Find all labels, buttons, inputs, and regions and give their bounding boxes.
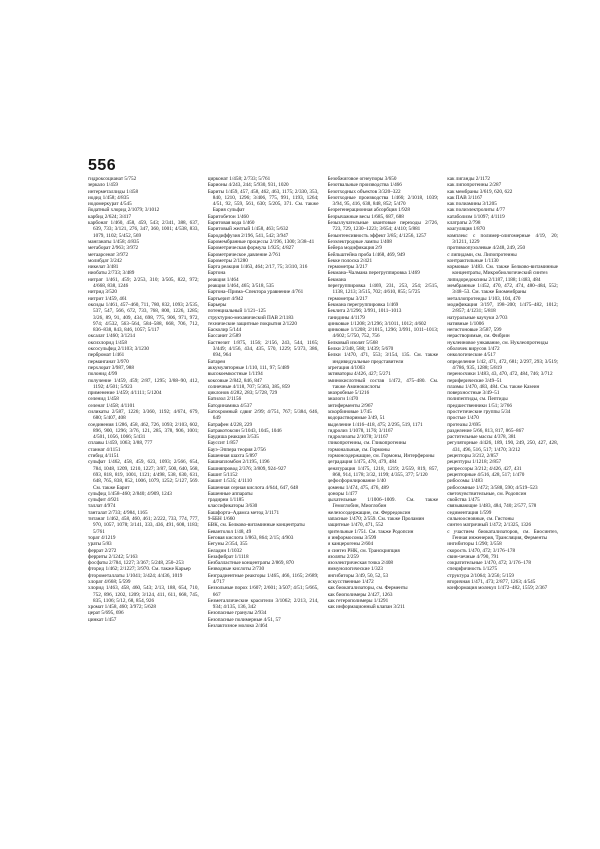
index-entry: высокоемкостные 1/1194: [207, 371, 263, 378]
index-entry: комплекс с полимер-олигомерные 4/19, 20; 3/1211, 1229: [447, 232, 558, 245]
index-entry: селенат 1/458; 4/1101: [88, 402, 135, 409]
index-entry: коксовые 2/842, 846, 847: [207, 377, 262, 384]
index-entry: анаэробные 5/1216: [327, 390, 370, 397]
index-entry: йодатный хлорид 2/1079; 3/1012: [88, 207, 160, 214]
index-entry: хлорат 4/668; 5/599: [88, 579, 131, 585]
index-entry: Белки 1/470, 471, 553; 3/154, 135. См. также индивидуальные представители: [327, 352, 439, 365]
index-entry: натуральные каучуки 2/703: [447, 314, 508, 321]
index-entry: синтез матричный 1/472; 2/1325, 1326: [447, 522, 532, 529]
index-entry: перегруппировка 1/469, 231, 253, 254; 2/515, 1138, 1213; 3/515, 702; 4/610, 855; 5/725: [327, 283, 439, 296]
index-entry: перманганат 3/970: [88, 358, 129, 365]
index-entry: мембранные 1/452, 470, 472, 474, 480–484, 552; 3/48–53. См. также Биомембраны: [447, 283, 558, 296]
index-entry: Башнапломбон 2/1195, 1196: [207, 459, 270, 466]
index-entry: антиферменты 2/967: [327, 402, 374, 409]
index-entry: сульфит 4/921: [88, 497, 120, 504]
index-entry: дыхательные 1/1006–1009. См. также Гемоглобин, Миоглобин: [327, 497, 439, 510]
index-entry: Басколир 5/144: [207, 327, 242, 334]
index-entry: защитные 1/470, 471, 552: [327, 522, 384, 529]
index-entry: Бауэ–Эппера теория 2/756: [207, 446, 266, 453]
index-entry: технические защитные покрытия 2/1220: [207, 320, 297, 327]
index-entry: цинковые 1/1208; 2/1015, 1296; 3/991, 1011–1013; 4/602; 5/750, 752, 756: [327, 327, 439, 340]
index-entry: Баритовый желтый 1/458, 463; 5/632: [207, 226, 289, 233]
index-entry: нитрид 3/520: [88, 289, 118, 296]
index-entry: Безбалластные концентраты 2/869, 870: [207, 560, 294, 567]
index-entry: денатурация 1/475, 1218, 1219; 2/559, 819, 857, 868, 914, 1178; 3/32, 1199; 4/355, 377; 5/120: [327, 465, 439, 478]
index-entry: гормональные, см. Гормоны: [327, 446, 390, 453]
index-entry: коагуляция 1/870: [447, 226, 485, 233]
index-entry: гормонсодержащие, см. Гормоны, Интерфероны: [327, 453, 435, 460]
index-entry: предшественники 1/51; 3/766: [447, 402, 512, 409]
index-entry: водорастворимые 3/49, 51: [327, 415, 385, 422]
index-entry: молибдат 3/242: [88, 257, 122, 264]
index-entry: Бассанит 2/589: [207, 333, 241, 340]
index-entry: феррат 2/272: [88, 547, 117, 554]
index-entry: Баритобетон 1/460: [207, 213, 249, 220]
index-entry: солнечные 4/118, 707; 5/363, 385, 859: [207, 383, 290, 390]
index-entry: как лиганды 2/1172: [447, 176, 491, 182]
index-entry: оксихлорид 1/458: [88, 339, 127, 346]
index-entry: стибид 4/1151: [88, 453, 119, 460]
index-entry: Бародиффузия 2/196, 541, 542; 3/947: [207, 232, 289, 239]
index-entry: дефосфорилирование 1/40: [327, 478, 386, 485]
index-entry: 9-ББН 1/660: [207, 516, 235, 523]
index-entry: рецепторные 4/516, 428, 517; 1/470: [447, 471, 525, 478]
index-entry: Безафибрат 1/1118: [207, 553, 249, 560]
index-entry: аскорбиновые 1/745: [327, 408, 372, 415]
index-entry: и канцерогены 2/604: [327, 541, 374, 548]
index-entry: торат 4/1219: [88, 534, 116, 541]
index-entry: термометры 3/217: [327, 264, 368, 271]
index-entry: нитрит 1/459, 461: [88, 295, 128, 302]
index-entry: свойства 1/475: [447, 497, 480, 504]
index-entry: как биокатализаторы, см. Ферменты: [327, 585, 408, 592]
index-entry: простетические группы 5/34: [447, 408, 511, 415]
index-entry: титанат 1/462, 458, 460, 461; 2/222, 733, 774, 777, 970, 1057, 1078; 3/141, 333, 436, 491, 608, 1183; 5/761: [88, 516, 199, 535]
index-entry: селенид 1/458: [88, 396, 119, 403]
index-entry: кормовые 1/483. См. также Белково-витаминные концентраты, Микробиологический синтез: [447, 264, 558, 277]
index-entry: Беклита 2/1296; 3/991, 1011–1013: [327, 308, 402, 315]
index-entry: цирконат 1/458; 2/733; 5/761: [207, 176, 271, 182]
index-entry: контрактильные 1/1130: [447, 257, 499, 264]
index-entry: искусственные 1/472: [327, 579, 374, 585]
index-entry: сплавы 1/459, 1063; 3/88, 777: [88, 440, 153, 447]
index-entry: рецептуры 1/1218; 2/857: [447, 459, 502, 466]
index-entry: Бейльштейна проба 1/468, 469, 949: [327, 251, 405, 258]
index-entry: железосодержащие, см. Ферредоксин: [327, 509, 411, 516]
index-entry: репрессоры 3/212; 4/426, 427, 431: [447, 465, 522, 472]
index-entry: деградация 1/475, 478, 479, 484: [327, 459, 397, 466]
index-entry: определение 1/42, 471, 472, 681; 2/297, 293; 3/519; 4/786, 935, 1288; 5/819: [447, 358, 558, 371]
index-entry: ингибиторы 3/49, 50, 52, 53: [327, 572, 389, 579]
index-entry: специфичность 1/1275: [447, 566, 498, 573]
index-entry: растительные массы 4/378, 381: [447, 434, 517, 441]
index-entry: липидоредоксины 2/1187, 1188; 1/483, 484: [447, 276, 541, 283]
index-entry: модификация 3/197, 198–200; 1/475–482, 1012; 2/857; 4/1231; 5/818: [447, 301, 558, 315]
index-entry: Безэлектродные лампы 1/408: [327, 238, 392, 245]
index-entry: Безотвальные производства 1/466: [327, 182, 402, 189]
index-entry: Безрычажные весы 1/685, 687, 688: [327, 213, 404, 220]
index-entry: аккумуляторные 1/110, 111, 97; 5/489: [207, 364, 290, 371]
index-entry: Бартьерит 4/942: [207, 295, 244, 302]
index-entry: Батохромный сдвиг 2/99; 4/751, 767; 5/384, 646, 649: [207, 408, 319, 422]
index-entry: конформация молекул 1/472–482, 1559; 2/367: [447, 585, 548, 592]
index-entry: седиментация 1/599: [447, 509, 492, 516]
index-entry: иодомеркурат 4/545: [88, 201, 132, 208]
index-entry: аминокислотный состав 1/472, 475–480. См. также Аминокислоты: [327, 377, 439, 390]
index-entry: гидролизаты 2/1078; 3/1167: [327, 434, 389, 441]
index-entry: зрительные 1/751. См. также Родопсин: [327, 528, 414, 535]
index-entry: ингибиторы 1/290; 3/558: [447, 541, 502, 548]
index-entry: Барионы 4/243, 244; 5/930, 931, 1020: [207, 182, 289, 189]
index-entry: Бекмана перегруппировка 1/469: [327, 301, 399, 308]
index-entry: ураты 5/83: [88, 541, 112, 548]
index-entry: Белковый изолят 5/568: [327, 339, 378, 346]
index-entry: Безводные кислоты 2/730: [207, 566, 265, 573]
index-entry: получение 1/459, 459; 2/87, 1295; 3/88–90, 412, 1192; 4/501; 5/923: [88, 377, 199, 390]
index-entry: агрегация 4/1003: [327, 364, 365, 371]
index-entry: негистоновые 3/587, 599: [447, 327, 502, 334]
index-entry: сократительные 1/470, 472; 3/176–178: [447, 560, 531, 567]
index-entry: Безрегенерационная абсорбция 1/928: [327, 207, 410, 214]
index-entry: разделение 5/66, 813, 817, 865–867: [447, 427, 524, 434]
index-entry: как биополимеры 2/427, 1263: [327, 591, 393, 598]
index-entry: онкологические 4/517: [447, 352, 496, 359]
index-entry: станнат 4/1151: [88, 446, 121, 453]
index-entry: реакция 1/464: [207, 276, 239, 283]
index-entry: вторичная 1/471, 473; 2/877, 1263; 4/545: [447, 579, 536, 585]
index-entry: оксосульфид 2/1103; 3/1230: [88, 346, 150, 353]
index-entry: светочувствительные, см. Родопсин: [447, 490, 527, 497]
index-entry: фторид 1/462; 2/1227; 3/970. См. также Карьер: [88, 566, 191, 573]
index-entry: Батодинамика 4/537: [207, 402, 252, 409]
index-entry: Башняпровод 2/376; 3/809, 924–927: [207, 465, 287, 472]
page-number: 556: [88, 157, 117, 174]
index-entry: и синтез РНК, см. Транскрипция: [327, 547, 400, 554]
index-entry: соединения 1/286, 458, 462, 726, 1093; 2/103, 602, 896, 900, 1296; 3/76, 121, 285, 378, 906, 1001; 4/501, 1056, 1066; 5/431: [88, 421, 199, 441]
index-entry: БВК, см. Белково-витаминные концентраты: [207, 522, 305, 529]
index-entry: никелат 3/481: [88, 264, 119, 271]
index-entry: скорость 1/470, 472; 3/176–178: [447, 547, 516, 554]
index-entry: Беговая кислота 1/863, 864; 2/15; 4/903: [207, 534, 294, 541]
index-entry: рибосомы 1/483: [447, 478, 483, 485]
index-entry: Безотходные производства 1/466; 2/1018, 1039; 3/94, 95, 416, 638, 848, 852; 5/470: [327, 194, 439, 208]
index-entry: Бартa реакция 1/463, 464; 2/17, 75; 3/310, 316: [207, 264, 308, 271]
index-column-4: [447, 176, 558, 836]
index-entry: сульфид 1/458–460; 2/840; 4/909, 1243: [88, 490, 172, 497]
index-entry: оболочек вирусов 1/472: [447, 346, 500, 353]
index-entry: оксиды 1/461, 457–460, 711, 780, 832, 1093; 2/535, 537, 547, 566, 672, 733, 768, 800, 1226, 1285; 3/26, 89, 91, 409, 434, 698, 775, 906, 971, 972, 974; 4/532, 563–564, 584–588, 668, 706, 712, 836–838, 843, 846, 1057; 5/117: [88, 301, 199, 334]
index-entry: циклонов 4/282, 283; 5/728, 729: [207, 390, 278, 397]
index-entry: сильноосновные, см. Гистоны: [447, 516, 514, 523]
index-entry: Безлактозное молоко 2/464: [207, 623, 268, 630]
index-entry: нативные 1/1006: [447, 320, 484, 327]
index-entry: полонид 4/99: [88, 371, 118, 378]
index-entry: Бауссит 1/857: [207, 440, 239, 447]
index-entry: Башит 5/1152: [207, 471, 238, 478]
index-entry: гидролиз 1/1078, 1176; 3/1167: [327, 427, 394, 434]
index-entry: изоэлектрическая точка 2/408: [327, 560, 394, 567]
index-entry: применение 1/459; 4/1111; 5/1204: [88, 390, 162, 397]
index-entry: противоопухолевые 4/248, 249, 250: [447, 245, 526, 252]
index-entry: рибосомные 1/472; 3/588, 590; 4/519–523: [447, 484, 538, 491]
index-entry: Батареи: [207, 358, 226, 365]
index-entry: клатраты 2/798: [447, 220, 481, 227]
index-entry: Безотходных объектов 3/320–322: [327, 188, 401, 195]
index-entry: поверхностные 3/49–51: [447, 390, 500, 397]
index-entry: Бекмана: [327, 276, 346, 283]
index-entry: Барьеры: [207, 301, 227, 308]
index-entry: переносчики 1/483, 43, 470, 472, 484, 746; 3/712: [447, 371, 553, 378]
index-entry: Безметаллические красители 3/1062; 2/213, 214, 934; 4/135, 136, 342: [207, 597, 319, 611]
index-entry: классификаторы 3/630: [207, 503, 258, 510]
index-entry: Бегуны 2/354, 355: [207, 541, 248, 548]
index-entry: Баудиша реакция 3/535: [207, 434, 259, 441]
index-entry: манганаты 1/458; 4/835: [88, 238, 140, 245]
index-entry: церат 5/695, 696: [88, 610, 124, 617]
index-entry: перхлорат 3/987, 988: [88, 364, 134, 371]
index-entry: Бастнезит 1/875, 1156; 2/156, 243, 544, 1165; 3/449; 4/156, 434, 435, 570, 1229; 5/373, 386, 694, 964: [207, 339, 319, 359]
index-entry: структура 2/1064; 3/256; 5/159: [447, 572, 514, 579]
index-entry: силикаты 2/587, 1226; 3/360, 1192; 4/674, 679, 680; 5/407, 408: [88, 408, 199, 422]
index-entry: гидроксоцианат 5/752: [88, 176, 137, 182]
index-entry: Башенная шахта 5/897: [207, 453, 258, 460]
index-entry: как липопротеины 2/287: [447, 182, 502, 189]
index-entry: как мембраны 3/619, 620, 622: [447, 188, 513, 195]
index-entry: связывающие 1/483, 484, 740; 2/577, 578: [447, 503, 537, 510]
index-entry: сульфат 1/462, 458, 459, 623, 1093; 2/566, 654, 784, 1048, 1209, 1210, 1227; 3/87, 500, 640, 568, 693, 818, 819, 1001, 1121; 4/498, 538, 630, 631, 648, 765, 838, 852, 1006, 1079, 1252; 5/127, 569. См. также Барит: [88, 459, 199, 491]
index-entry: танидины 4/1179: [327, 314, 365, 321]
index-entry: иодид 1/458; 4/835: [88, 194, 129, 201]
index-entry: цинковые 1/1208; 2/1296; 3/1011, 1012; 4/602: [327, 320, 427, 327]
index-entry: Башфорта–Адамса метод 3/1171: [207, 509, 280, 516]
index-entry: Барометрическая формула 1/925; 4/827: [207, 245, 294, 252]
index-entry: фторометаллаты 1/1041; 3/424; 4/436, 1019: [88, 572, 183, 579]
index-entry: как гетерополимеры 1/1291: [327, 597, 389, 604]
index-entry: нуклеиновое ункавание, см. Нуклеопротеиды: [447, 339, 548, 346]
index-entry: домены 1/474, 475, 476, 489: [327, 484, 389, 491]
index-entry: Белки 2/348, 588; 1/439; 5/670: [327, 346, 394, 353]
index-entry: Бариты 1/459, 457, 458, 462, 463, 1175; 2/330, 353, 840, 1210, 1296; 3/406, 775, 991, 1193, 1264; 4/51, 92, 559, 561, 630; 5/205, 371. См. также Бария сульфат: [207, 188, 319, 214]
index-entry: запасные 1/470; 2/559. См. также Проламин: [327, 516, 425, 523]
index-entry: как информационный клапан 3/211: [327, 604, 406, 611]
index-entry: Бевантолол 1/48, 49: [207, 528, 252, 535]
index-entry: свин-чечные 4/790, 791: [447, 553, 499, 560]
index-entry: Беззольные порох 1/607; 2/601; 3/507; 4/51; 5/665, 667: [207, 585, 319, 598]
index-entry: аналоги 1/470: [327, 396, 359, 403]
index-entry: Башенные аппараты: [207, 490, 253, 497]
index-entry: Башит 1/535; 4/1110: [207, 478, 252, 485]
index-entry: цинкат 1/457: [88, 616, 117, 623]
index-entry: карбонат 1/460, 458, 459, 543; 2/341, 388, 637, 639, 733; 3/121, 276, 347, 360, 1001; 4/538, 833, 1079, 1102; 5/452, 569: [88, 220, 199, 239]
index-entry: танталат 2/733; 4/984, 1165: [88, 509, 148, 516]
index-entry: реакция 1/464, 465; 3/518, 535: [207, 283, 274, 290]
index-entry: интерметаллиды 1/458: [88, 188, 139, 195]
index-entry: оксалат 1/460; 3/1214: [88, 333, 135, 340]
index-entry: простые 1/470: [447, 415, 479, 422]
index-entry: Бартона: [207, 270, 226, 277]
index-entry: пербромат 1/461: [88, 352, 125, 359]
index-entry: регуляторные 4/426, 189, 190, 249, 250, 427, 428, 431, 496, 516, 517; 1/470; 3/212: [447, 440, 558, 453]
index-column-3: [328, 176, 439, 836]
index-entry: Беладин 1/1032: [207, 547, 242, 554]
index-entry: структурно-механический ПАВ 2/1183: [207, 314, 294, 321]
index-entry: как ПАВ 3/1167: [447, 194, 483, 201]
index-entry: Безопасные гранулы 2/934: [207, 610, 267, 617]
index-entry: хромат 1/458, 460; 3/972; 5/628: [88, 604, 156, 611]
index-entry: термометры 3/217: [327, 295, 368, 302]
index-entry: Безызлучательные квантовые переходы 2/726, 723, 729, 1230–1223; 3/654; 4/410; 5/881: [327, 220, 439, 233]
index-entry: выделение 1/416–418, 475; 2/295, 519, 1171: [327, 421, 423, 428]
index-entry: Барометрическое давление 2/761: [207, 251, 281, 258]
index-entry: градирни 1/1185: [207, 497, 244, 504]
index-entry: катаболизм 1/1097; 4/1119: [447, 213, 505, 220]
index-entry: Безопасные полимерные 4/51, 57: [207, 616, 281, 623]
index-entry: хлорид 1/463, 458, 460, 543; 2/13, 188, 654, 710, 752, 896, 1202, 1209; 3/124, 411, 611, 668, 745, 835, 1106; 5/12, 68, 854, 926: [88, 585, 199, 604]
index-entry: иммунологические 1/323: [327, 566, 383, 573]
index-entry: зеркало 1/459: [88, 182, 119, 189]
index-entry: гликопротеины, см. Гликопротеины: [327, 440, 407, 447]
index-entry: и информосомы 3/599: [327, 534, 377, 541]
index-entry: Батракотоксин 5/1043, 1045, 1046: [207, 427, 282, 434]
index-entry: Бекмана–Чалмана перегруппировка 1/469: [327, 270, 420, 277]
index-entry: таллат 4/974: [88, 503, 116, 510]
index-entry: Бекке полоска 2/421: [327, 257, 373, 264]
index-entry: с участием биокатализаторов, см. Биосинтез, Генная инженерия, Трансляция, Ферменты: [447, 528, 558, 541]
index-entry: метаарсенат 3/972: [88, 251, 129, 258]
index-entry: Безградиентные реакторы 1/465, 466, 1165; 2/689; 4/717: [207, 572, 319, 585]
index-column-2: [208, 176, 319, 836]
index-entry: изоляты 2/259: [327, 553, 359, 560]
index-entry: как полиэлектролиты 4/77: [447, 207, 506, 214]
index-entry: Бартона–Прима–Спектора уравнение 4/761: [207, 289, 304, 296]
index-columns: [88, 176, 558, 836]
index-entry: с липидами, см. Липопротеины: [447, 251, 517, 258]
index-entry: Безынтенсивность эффект 3/85; 4/1256, 1257: [327, 232, 427, 239]
index-entry: плазмы 1/470, 483, 484. См. также Казеин: [447, 383, 540, 390]
index-entry: Батрафен 4/228, 229: [207, 421, 253, 428]
index-entry: Баромембранные процессы 2/196, 1300; 3/38–41: [207, 238, 315, 245]
index-entry: периферические 3/49–51: [447, 377, 502, 384]
index-entry: полипептиды, см. Пептиды: [447, 396, 508, 403]
index-entry: ниобаты 2/733; 3/489: [88, 270, 135, 277]
index-entry: фосфаты 2/784, 1227; 3/367; 5/248, 250–253: [88, 560, 184, 567]
index-entry: карбид 2/624; 3/417: [88, 213, 132, 220]
index-entry: рецепторы 3/212, 2/857: [447, 453, 499, 460]
index-entry: нерастворимые, см. Фибрин: [447, 333, 510, 340]
index-entry: как полиамины 3/1205: [447, 201, 497, 208]
index-entry: потенциальный 1/121–125: [207, 308, 266, 315]
index-entry: Бейера модификация 2/9: [327, 245, 382, 252]
index-entry: доноры 1/477: [327, 490, 358, 497]
index-entry: ферриты 2/1242; 5/163: [88, 553, 138, 560]
index-entry: активаторы 4/426, 427; 5/271: [327, 371, 391, 378]
index-entry: Барометры 2/1280: [207, 257, 248, 264]
index-entry: Башенная серная кислота 4/644, 647, 648: [207, 484, 299, 491]
index-entry: метаборат 2/963; 3/972: [88, 245, 139, 252]
index-entry: металлопротеиды 1/103, 104, 470: [447, 295, 521, 302]
index-entry: Баритовая вода 1/460: [207, 220, 255, 227]
index-entry: Безобжиговое огнеупоры 3/650: [327, 176, 397, 182]
index-column-1: [88, 176, 199, 836]
index-entry: протеазы 2/695: [447, 421, 481, 428]
index-entry: Батилол 2/1156: [207, 396, 242, 403]
index-entry: нитрат 1/461, 459; 2/253, 310; 3/505, 822, 972; 4/668, 838, 1246: [88, 276, 199, 290]
